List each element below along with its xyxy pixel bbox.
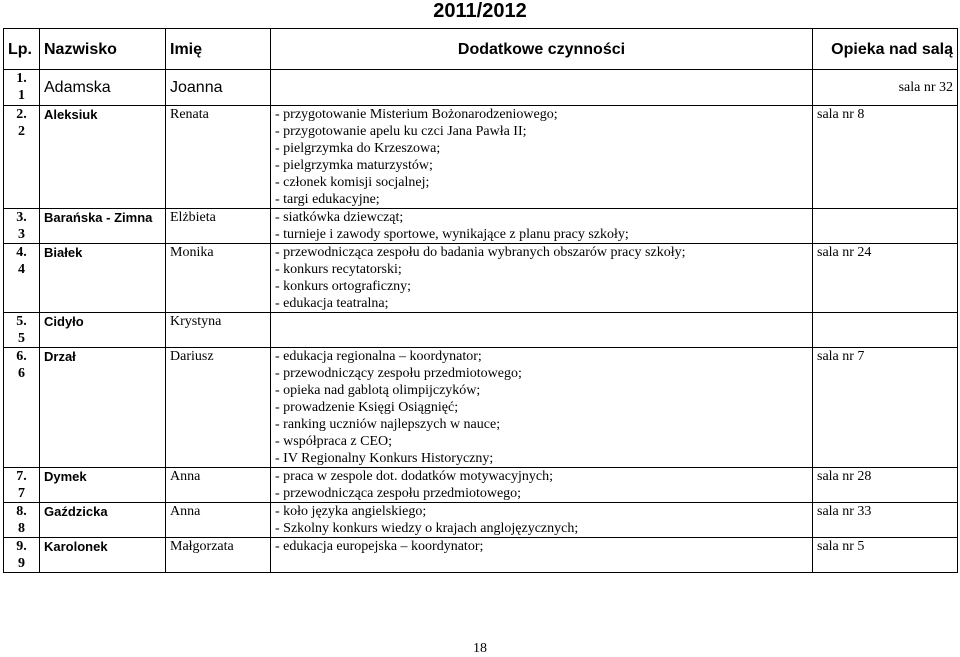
room-care-cell: sala nr 5 [813, 538, 958, 573]
activities-cell [271, 503, 813, 538]
activities-cell [271, 348, 813, 468]
first-name-cell: Anna [166, 468, 271, 503]
activity-item: - edukacja europejska – koordynator; [275, 539, 484, 554]
row-number-cell [4, 209, 40, 244]
room-care-cell [813, 209, 958, 244]
table-row [4, 503, 958, 538]
header-surname: Nazwisko [40, 29, 166, 70]
room-care-cell: sala nr 8 [813, 106, 958, 209]
surname-cell: Białek [40, 244, 166, 313]
row-number: 1. [16, 71, 27, 86]
surname-cell: Barańska - Zimna [40, 209, 166, 244]
activity-item: - członek komisji socjalnej; [275, 175, 430, 190]
activity-item: - edukacja regionalna – koordynator; [275, 349, 482, 364]
table-row [4, 70, 958, 106]
activity-item: - Szkolny konkurs wiedzy o krajach anglojęzycznych; [275, 521, 579, 536]
activity-item: - konkurs recytatorski; [275, 262, 402, 277]
room-care-cell: sala nr 32 [813, 70, 958, 106]
row-number-sub: 3 [18, 227, 25, 242]
room-care-cell: sala nr 24 [813, 244, 958, 313]
surname-cell: Cidyło [40, 313, 166, 348]
activity-item: - turnieje i zawody sportowe, wynikające z planu pracy szkoły; [275, 227, 629, 242]
staff-duties-table [3, 28, 958, 573]
header-lp: Lp. [4, 29, 40, 70]
first-name-cell: Renata [166, 106, 271, 209]
row-number-cell [4, 313, 40, 348]
first-name-cell: Joanna [166, 70, 271, 106]
surname-cell: Karolonek [40, 538, 166, 573]
first-name-cell: Anna [166, 503, 271, 538]
room-care-cell: sala nr 7 [813, 348, 958, 468]
activity-item: - przygotowanie apelu ku czci Jana Pawła II; [275, 124, 527, 139]
activity-item: - prowadzenie Księgi Osiągnięć; [275, 400, 459, 415]
row-number-cell [4, 503, 40, 538]
page-number: 18 [473, 641, 487, 656]
first-name-cell: Dariusz [166, 348, 271, 468]
activity-item: - przygotowanie Misterium Bożonarodzeniowego; [275, 107, 558, 122]
activity-item: - konkurs ortograficzny; [275, 279, 412, 294]
activities-cell [271, 468, 813, 503]
activity-item: - współpraca z CEO; [275, 434, 393, 449]
table-row [4, 106, 958, 209]
first-name-cell: Monika [166, 244, 271, 313]
activity-item: - targi edukacyjne; [275, 192, 380, 207]
row-number-cell [4, 70, 40, 106]
row-number: 8. [16, 504, 27, 519]
table-header-row [4, 29, 958, 70]
first-name-cell: Elżbieta [166, 209, 271, 244]
activities-cell [271, 313, 813, 348]
activities-cell [271, 209, 813, 244]
activity-item: - ranking uczniów najlepszych w nauce; [275, 417, 501, 432]
activities-cell [271, 244, 813, 313]
document-title: 2011/2012 [433, 0, 527, 22]
room-care-cell [813, 313, 958, 348]
activity-item: - przewodniczący zespołu przedmiotowego; [275, 366, 522, 381]
table-row [4, 244, 958, 313]
row-number-sub: 7 [18, 486, 25, 501]
activities-cell [271, 538, 813, 573]
activities-cell [271, 106, 813, 209]
activity-item: - IV Regionalny Konkurs Historyczny; [275, 451, 494, 466]
row-number: 2. [16, 107, 27, 122]
row-number-sub: 6 [18, 366, 25, 381]
row-number-sub: 5 [18, 331, 25, 346]
first-name-cell: Krystyna [166, 313, 271, 348]
row-number: 6. [16, 349, 27, 364]
row-number: 3. [16, 210, 27, 225]
row-number-sub: 9 [18, 556, 25, 571]
activity-item: - praca w zespole dot. dodatków motywacyjnych; [275, 469, 553, 484]
row-number-sub: 4 [18, 262, 25, 277]
row-number-cell [4, 244, 40, 313]
row-number-cell [4, 468, 40, 503]
table-row [4, 468, 958, 503]
row-number-cell [4, 538, 40, 573]
surname-cell: Gaździcka [40, 503, 166, 538]
row-number: 5. [16, 314, 27, 329]
activity-item: - edukacja teatralna; [275, 296, 389, 311]
activity-item: - pielgrzymka do Krzeszowa; [275, 141, 441, 156]
surname-cell: Dymek [40, 468, 166, 503]
header-room-care: Opieka nad salą [813, 29, 958, 70]
activity-item: - pielgrzymka maturzystów; [275, 158, 433, 173]
row-number: 4. [16, 245, 27, 260]
activity-item: - przewodnicząca zespołu do badania wybranych obszarów pracy szkoły; [275, 245, 686, 260]
row-number: 7. [16, 469, 27, 484]
header-name: Imię [166, 29, 271, 70]
table-row [4, 313, 958, 348]
row-number-sub: 1 [18, 88, 25, 103]
table-row [4, 209, 958, 244]
row-number-cell [4, 348, 40, 468]
table-row [4, 538, 958, 573]
row-number-cell [4, 106, 40, 209]
activity-item: - koło języka angielskiego; [275, 504, 427, 519]
activities-cell [271, 70, 813, 106]
activity-item: - siatkówka dziewcząt; [275, 210, 404, 225]
surname-cell: Adamska [40, 70, 166, 106]
room-care-cell: sala nr 28 [813, 468, 958, 503]
surname-cell: Aleksiuk [40, 106, 166, 209]
row-number-sub: 2 [18, 124, 25, 139]
table-row [4, 348, 958, 468]
row-number-sub: 8 [18, 521, 25, 536]
row-number: 9. [16, 539, 27, 554]
room-care-cell: sala nr 33 [813, 503, 958, 538]
first-name-cell: Małgorzata [166, 538, 271, 573]
activity-item: - opieka nad gablotą olimpijczyków; [275, 383, 481, 398]
header-extra-duties: Dodatkowe czynności [271, 29, 813, 70]
surname-cell: Drzał [40, 348, 166, 468]
activity-item: - przewodnicząca zespołu przedmiotowego; [275, 486, 522, 501]
